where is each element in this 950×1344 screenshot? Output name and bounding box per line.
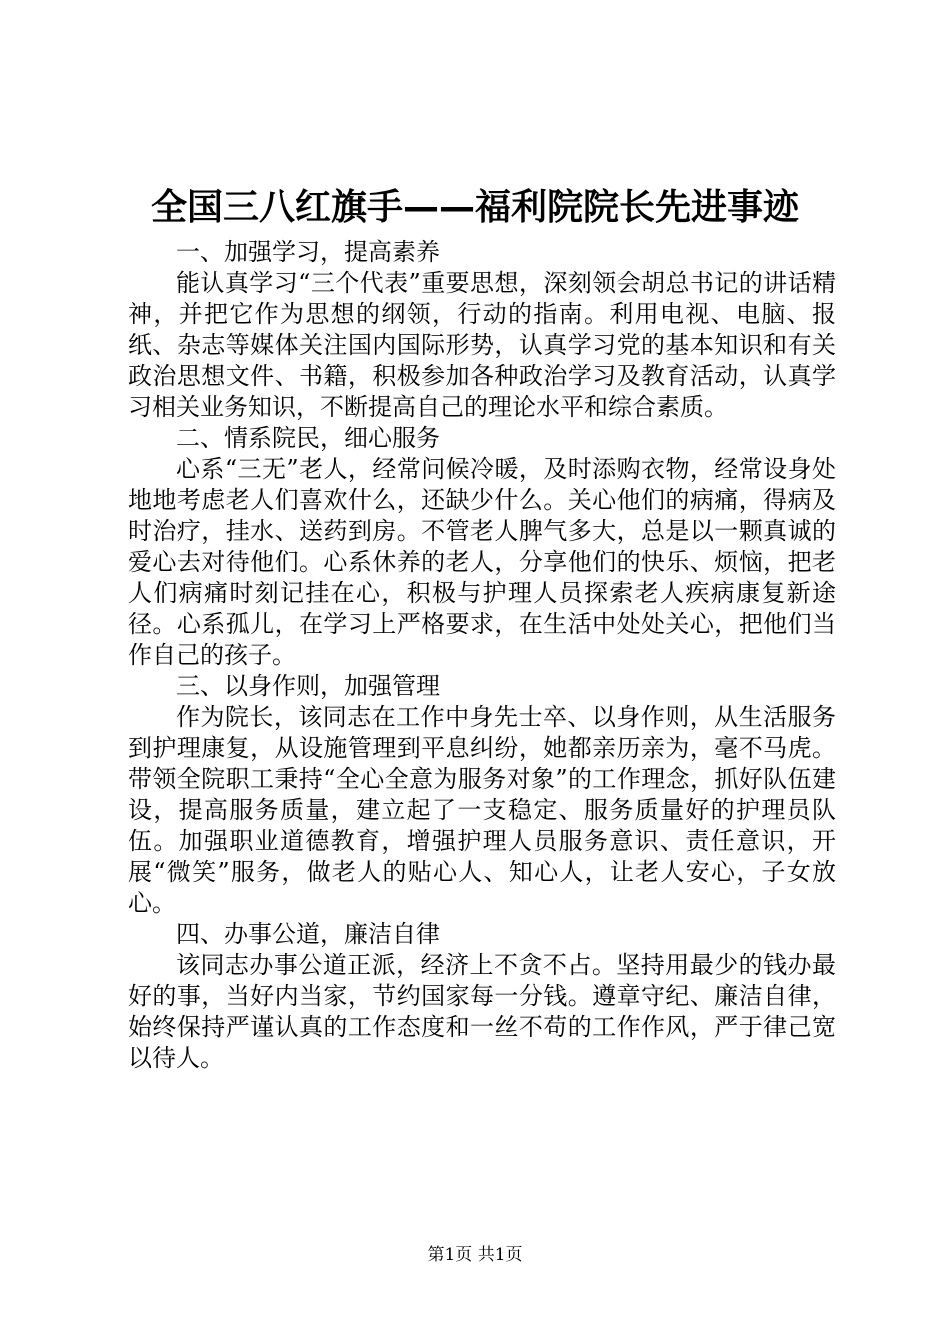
section-heading-1: 一、加强学习，提高素养 bbox=[176, 238, 440, 266]
document-body bbox=[128, 237, 836, 1074]
page-title: 全国三八红旗手——福利院院长先进事迹 bbox=[150, 187, 799, 228]
section-paragraph-4: 该同志办事公道正派，经济上不贪不占。坚持用最少的钱办最好的事，当好内当家，节约国家每一分钱。遵章守纪、廉洁自律，始终保持严谨认真的工作态度和一丝不苟的工作作风，严于律己宽以待人。 bbox=[128, 951, 836, 1072]
page-number: 第1页 共1页 bbox=[427, 1245, 523, 1265]
section-paragraph-3: 作为院长，该同志在工作中身先士卒、以身作则，从生活服务到护理康复，从设施管理到平息纠纷，她都亲历亲为，毫不马虎。带领全院职工秉持“全心全意为服务对象”的工作理念，抓好队伍建设，提高服务质量，建立起了一支稳定、服务质量好的护理员队伍。加强职业道德教育，增强护理人员服务意识、责任意识，开展“微笑”服务，做老人的贴心人、知心人，让老人安心，子女放心。 bbox=[128, 703, 836, 917]
section-paragraph-1: 能认真学习“三个代表”重要思想，深刻领会胡总书记的讲话精神，并把它作为思想的纲领，行动的指南。利用电视、电脑、报纸、杂志等媒体关注国内国际形势，认真学习党的基本知识和有关政治思想文件、书籍，积极参加各种政治学习及教育活动，认真学习相关业务知识，不断提高自己的理论水平和综合素质。 bbox=[128, 269, 836, 421]
section-paragraph-2: 心系“三无”老人，经常问候冷暖，及时添购衣物，经常设身处地地考虑老人们喜欢什么，还缺少什么。关心他们的病痛，得病及时治疗，挂水、送药到房。不管老人脾气多大，总是以一颗真诚的爱心去对待他们。心系休养的老人，分享他们的快乐、烦恼，把老人们病痛时刻记挂在心，积极与护理人员探索老人疾病康复新途径。心系孤儿，在学习上严格要求，在生活中处处关心，把他们当作自己的孩子。 bbox=[128, 455, 836, 669]
section-heading-4: 四、办事公道，廉洁自律 bbox=[176, 920, 440, 948]
section-heading-3: 三、以身作则，加强管理 bbox=[176, 672, 440, 700]
section-heading-2: 二、情系院民，细心服务 bbox=[176, 424, 440, 452]
